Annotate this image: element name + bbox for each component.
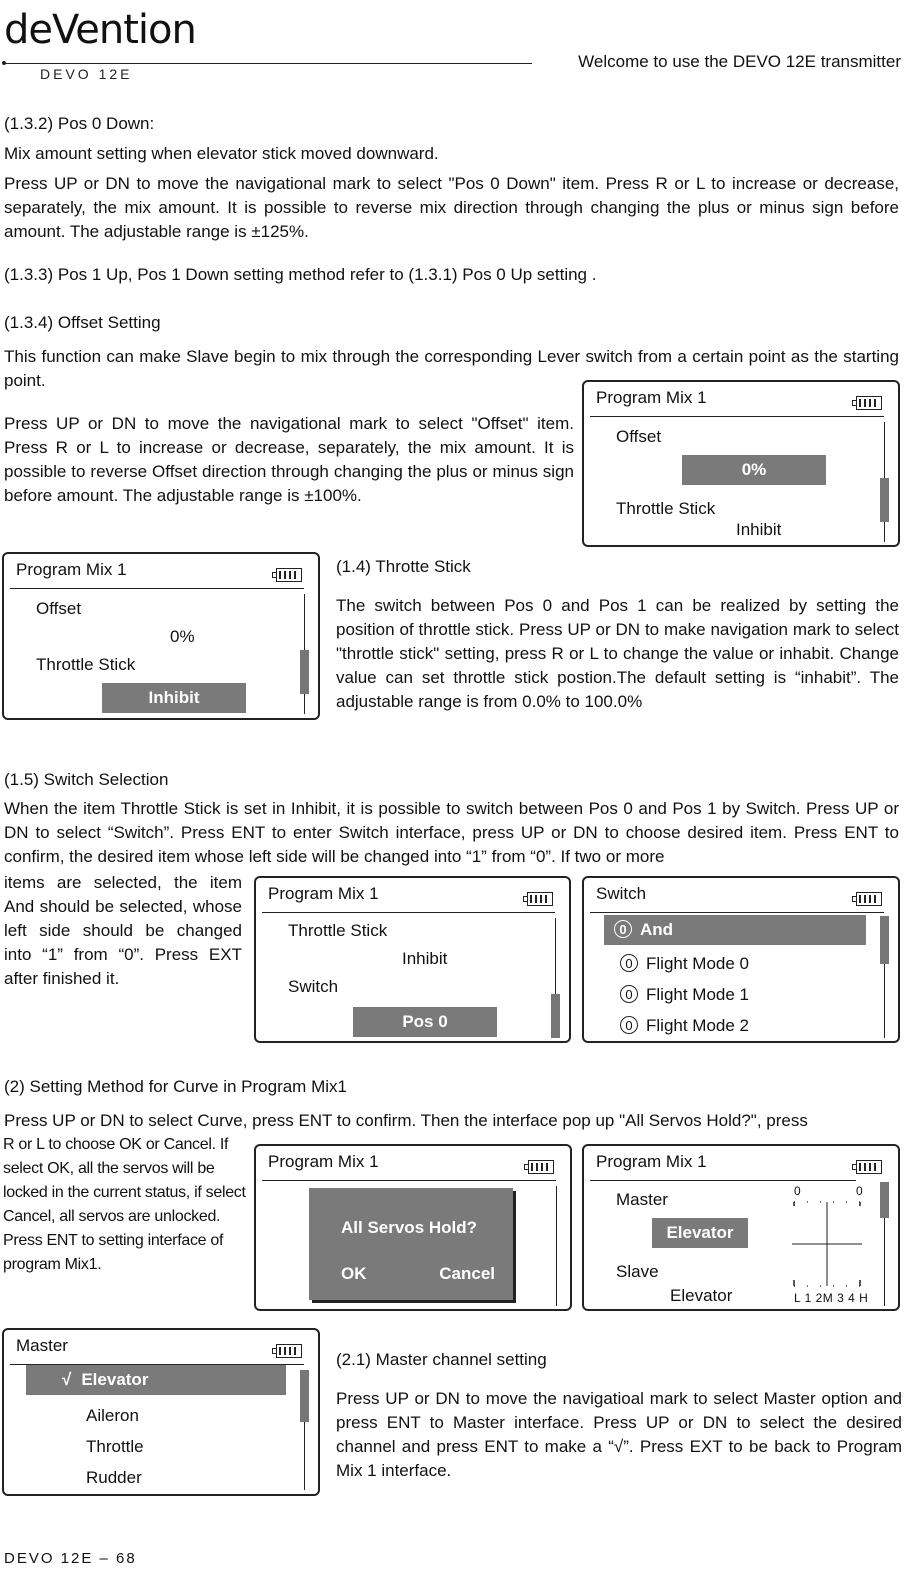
lcd-program-mix-switch [254,876,571,1043]
switch-item-label: Flight Mode 0 [646,954,749,973]
master-item: Rudder [86,1468,142,1487]
battery-icon [852,1160,882,1174]
scrollbar-thumb [551,994,560,1038]
throttle-stick-label: Throttle Stick [36,655,136,674]
lcd-title: Program Mix 1 [268,884,379,903]
battery-icon [524,1160,554,1174]
battery-icon [272,568,302,582]
throttle-stick-value-selected: Inhibit [102,683,246,713]
master-item-selected [26,1365,286,1395]
section-cont-2: R or L to choose OK or Cancel. If select OK, all the servos will be locked in the current status, if select Cancel, all servos are unlocked. Press ENT to setting interface of program Mix1. [3,1136,246,1273]
slave-value: Elevator [670,1286,733,1305]
header-welcome: Welcome to use the DEVO 12E transmitter [578,52,901,71]
offset-value-selected: 0% [682,455,826,485]
scrollbar-thumb [880,478,889,522]
section-cont-15: items are selected, the item And should be selected, whose left side should be changed into “1” from “0”. Press EXT after finished it. [4,873,242,988]
curve-axis-labels: L 1 2M 3 4 H [794,1291,869,1305]
lcd-title: Program Mix 1 [268,1152,379,1171]
master-label: Master [616,1190,668,1209]
section-body-14: The switch between Pos 0 and Pos 1 can be realized by setting the position of throttle stick. Press UP or DN to make navigation mark to select "throttle stick" setting, press R or L to change the value or inhabit. Change value can set throttle stick postion.The default setting is “inhabit”. The adjustable range is from 0.0% to 100.0% [336,596,899,711]
scrollbar-thumb [300,1370,309,1422]
master-item: Throttle [86,1437,144,1456]
lcd-title: Program Mix 1 [596,1152,707,1171]
lcd-all-servos-hold [254,1144,572,1311]
lcd-title: Switch [596,884,647,903]
offset-label: Offset [616,427,662,446]
flag-circle-icon: 0 [620,985,638,1003]
master-value-selected: Elevator [652,1218,748,1248]
scrollbar-thumb [880,916,889,964]
section-heading-2: (2) Setting Method for Curve in Program Mix1 [4,1077,347,1096]
section-heading-21: (2.1) Master channel setting [336,1350,547,1369]
lcd-title: Master [16,1336,68,1355]
lcd-title: Program Mix 1 [596,388,707,407]
scrollbar-thumb [880,1182,889,1218]
slave-label: Slave [616,1262,659,1281]
header-rule [4,63,532,64]
scrollbar-thumb [300,650,309,694]
section-heading-133: (1.3.3) Pos 1 Up, Pos 1 Down setting method refer to (1.3.1) Pos 0 Up setting . [4,265,597,284]
switch-item-and-selected [604,915,866,945]
offset-value: 0% [170,627,195,646]
throttle-stick-value: Inhibit [402,949,448,968]
flag-circle-icon: 0 [620,954,638,972]
switch-item [620,954,749,974]
switch-item-label: Flight Mode 1 [646,985,749,1004]
scrollbar-track [556,1186,557,1306]
confirm-dialog [309,1188,513,1300]
switch-value-selected: Pos 0 [353,1007,497,1037]
master-item: Aileron [86,1406,139,1425]
flag-circle-icon: 0 [620,1016,638,1034]
section-heading-134: (1.3.4) Offset Setting [4,313,161,332]
section-heading-14: (1.4) Throtte Stick [336,557,471,576]
section-body-2: Press UP or DN to select Curve, press ENT to confirm. Then the interface pop up "All Servos Hold?", press [4,1111,808,1130]
master-item-label: Elevator [81,1370,149,1389]
lcd-master-list [2,1328,320,1496]
curve-graph [788,1198,874,1290]
switch-item-label: And [640,920,674,939]
brand-model: DEVO 12E [40,66,133,82]
throttle-stick-label: Throttle Stick [616,499,716,518]
throttle-stick-value: Inhibit [736,520,782,539]
check-icon: √ [62,1370,72,1389]
page-footer: DEVO 12E – 68 [4,1550,137,1567]
section-intro-134: This function can make Slave begin to mix through the corresponding Lever switch from a certain point as the starting point. [4,347,899,390]
section-sub-132: Mix amount setting when elevator stick moved downward. [4,144,439,163]
cancel-button: Cancel [439,1264,495,1283]
lcd-master-slave [582,1144,900,1311]
section-heading-132: (1.3.2) Pos 0 Down: [4,114,155,133]
battery-icon [523,892,553,906]
battery-icon [852,892,882,906]
curve-top-left-value: 0 [794,1184,801,1198]
switch-item [620,1016,749,1036]
offset-label: Offset [36,599,82,618]
dialog-question: All Servos Hold? [341,1218,478,1237]
lcd-program-mix-offset [582,380,900,547]
switch-label: Switch [288,977,339,996]
section-body-15: When the item Throttle Stick is set in Inhibit, it is possible to switch between Pos 0 and Pos 1 by Switch. Press UP or DN to select “Switch”. Press ENT to enter Switch interface, press UP or DN to choose desired item. Press ENT to confirm, the desired item whose left side will be changed into “1” from “0”. If two or more [4,799,899,866]
brand-logo: deVention [4,7,196,53]
battery-icon [272,1344,302,1358]
battery-icon [852,396,882,410]
section-body-21: Press UP or DN to move the navigatioal mark to select Master option and press ENT to Master interface. Press UP or DN to select the desired channel and press ENT to make a “√”. Press EXT to be back to Program Mix 1 interface. [336,1389,902,1480]
switch-item [620,985,749,1005]
section-heading-15: (1.5) Switch Selection [4,770,169,789]
throttle-stick-label: Throttle Stick [288,921,388,940]
section-body-134: Press UP or DN to move the navigational mark to select "Offset" item. Press R or L to increase or decrease, separately, the mix amount. It is possible to reverse Offset direction through changing the plus or minus sign before amount. The adjustable range is ±100%. [4,414,574,505]
curve-top-right-value: 0 [856,1184,863,1198]
flag-circle-icon: 0 [614,920,632,938]
lcd-switch-list [582,876,900,1043]
ok-button: OK [341,1264,367,1283]
switch-item-label: Flight Mode 2 [646,1016,749,1035]
section-body-132: Press UP or DN to move the navigational mark to select "Pos 0 Down" item. Press R or L to increase or decrease, separately, the mix amount. It is possible to reverse mix direction through changing the plus or minus sign before amount. The adjustable range is ±125%. [4,174,899,241]
lcd-title: Program Mix 1 [16,560,127,579]
lcd-program-mix-throttle [2,552,320,720]
